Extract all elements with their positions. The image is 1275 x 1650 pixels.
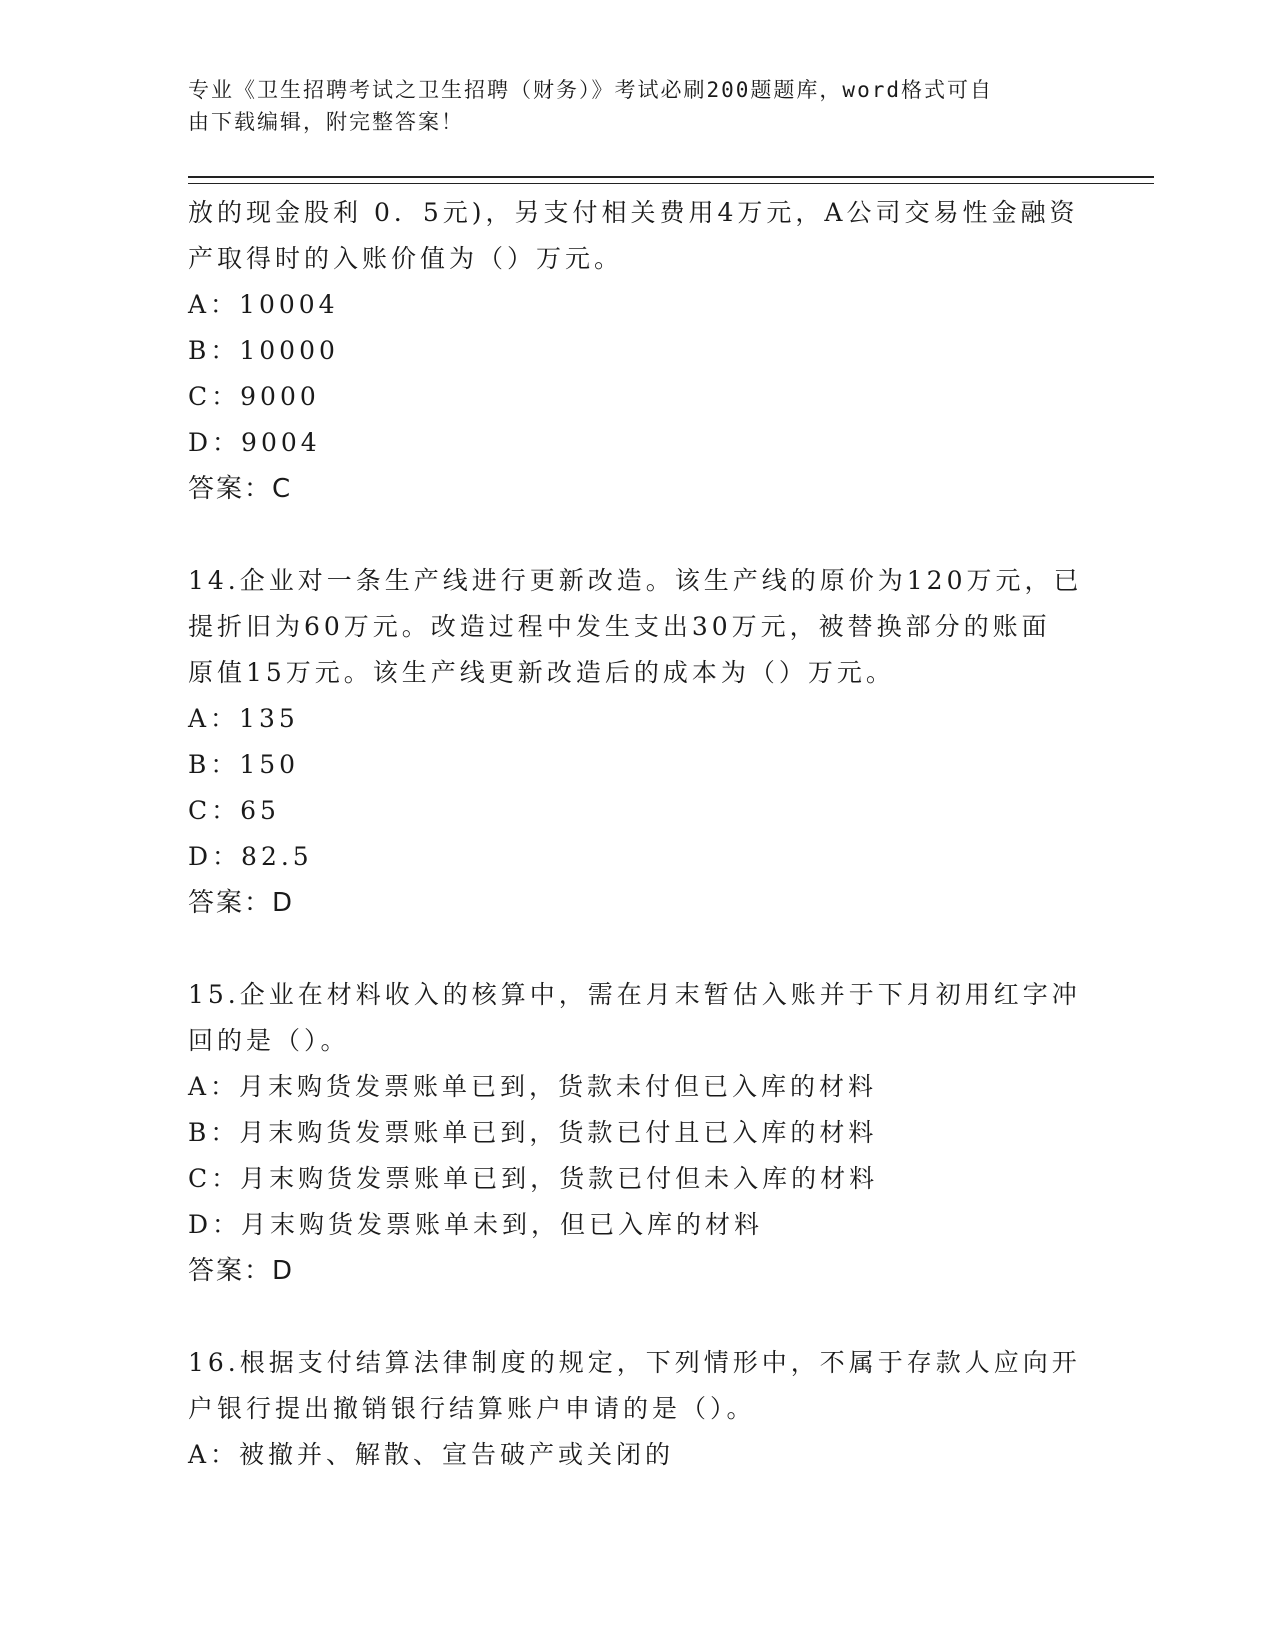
option-a: A：135 [188, 704, 299, 733]
question-stem-line: 提折旧为60万元。改造过程中发生支出30万元，被替换部分的账面 [188, 612, 1051, 641]
option-b: B：月末购货发票账单已到，货款已付且已入库的材料 [188, 1118, 878, 1147]
option-a: A：被撤并、解散、宣告破产或关闭的 [188, 1440, 675, 1469]
question-list [188, 190, 1088, 1478]
option-a: A：月末购货发票账单已到，货款未付但已入库的材料 [188, 1072, 878, 1101]
answer-line: 答案：D [188, 1256, 295, 1286]
option-d: D：9004 [188, 428, 321, 457]
answer-line: 答案：D [188, 888, 295, 918]
header-divider-bottom [188, 183, 1154, 184]
option-c: C：9000 [188, 382, 320, 411]
question-13 [188, 190, 1088, 512]
option-d: D：月末购货发票账单未到，但已入库的材料 [188, 1210, 764, 1239]
answer-line: 答案：C [188, 474, 293, 504]
header-title-line-1: 专业《卫生招聘考试之卫生招聘（财务）》考试必刷200题题库，word格式可自 [188, 78, 993, 102]
option-b: B：10000 [188, 336, 339, 365]
option-c: C：月末购货发票账单已到，货款已付但未入库的材料 [188, 1164, 879, 1193]
question-stem-line: 16.根据支付结算法律制度的规定，下列情形中，不属于存款人应向开 [188, 1348, 1081, 1377]
question-16 [188, 1340, 1088, 1478]
question-stem-line: 回的是（）。 [188, 1026, 350, 1055]
question-stem-line: 原值15万元。该生产线更新改造后的成本为（）万元。 [188, 658, 895, 687]
question-stem-line: 户银行提出撤销银行结算账户申请的是（）。 [188, 1394, 756, 1423]
question-stem-line: 放的现金股利 0．5元)，另支付相关费用4万元，A公司交易性金融资 [188, 198, 1079, 227]
header-title-line-2: 由下载编辑，附完整答案！ [188, 110, 464, 134]
option-b: B：150 [188, 750, 300, 779]
question-stem-line: 14.企业对一条生产线进行更新改造。该生产线的原价为120万元，已 [188, 566, 1083, 595]
question-15 [188, 972, 1088, 1294]
header-divider-top [188, 176, 1154, 178]
question-stem-line: 产取得时的入账价值为（）万元。 [188, 244, 624, 273]
option-a: A：10004 [188, 290, 339, 319]
option-c: C：65 [188, 796, 280, 825]
question-14 [188, 558, 1088, 926]
option-d: D：82.5 [188, 842, 313, 871]
question-stem-line: 15.企业在材料收入的核算中，需在月末暂估入账并于下月初用红字冲 [188, 980, 1081, 1009]
document-header [188, 74, 1088, 138]
